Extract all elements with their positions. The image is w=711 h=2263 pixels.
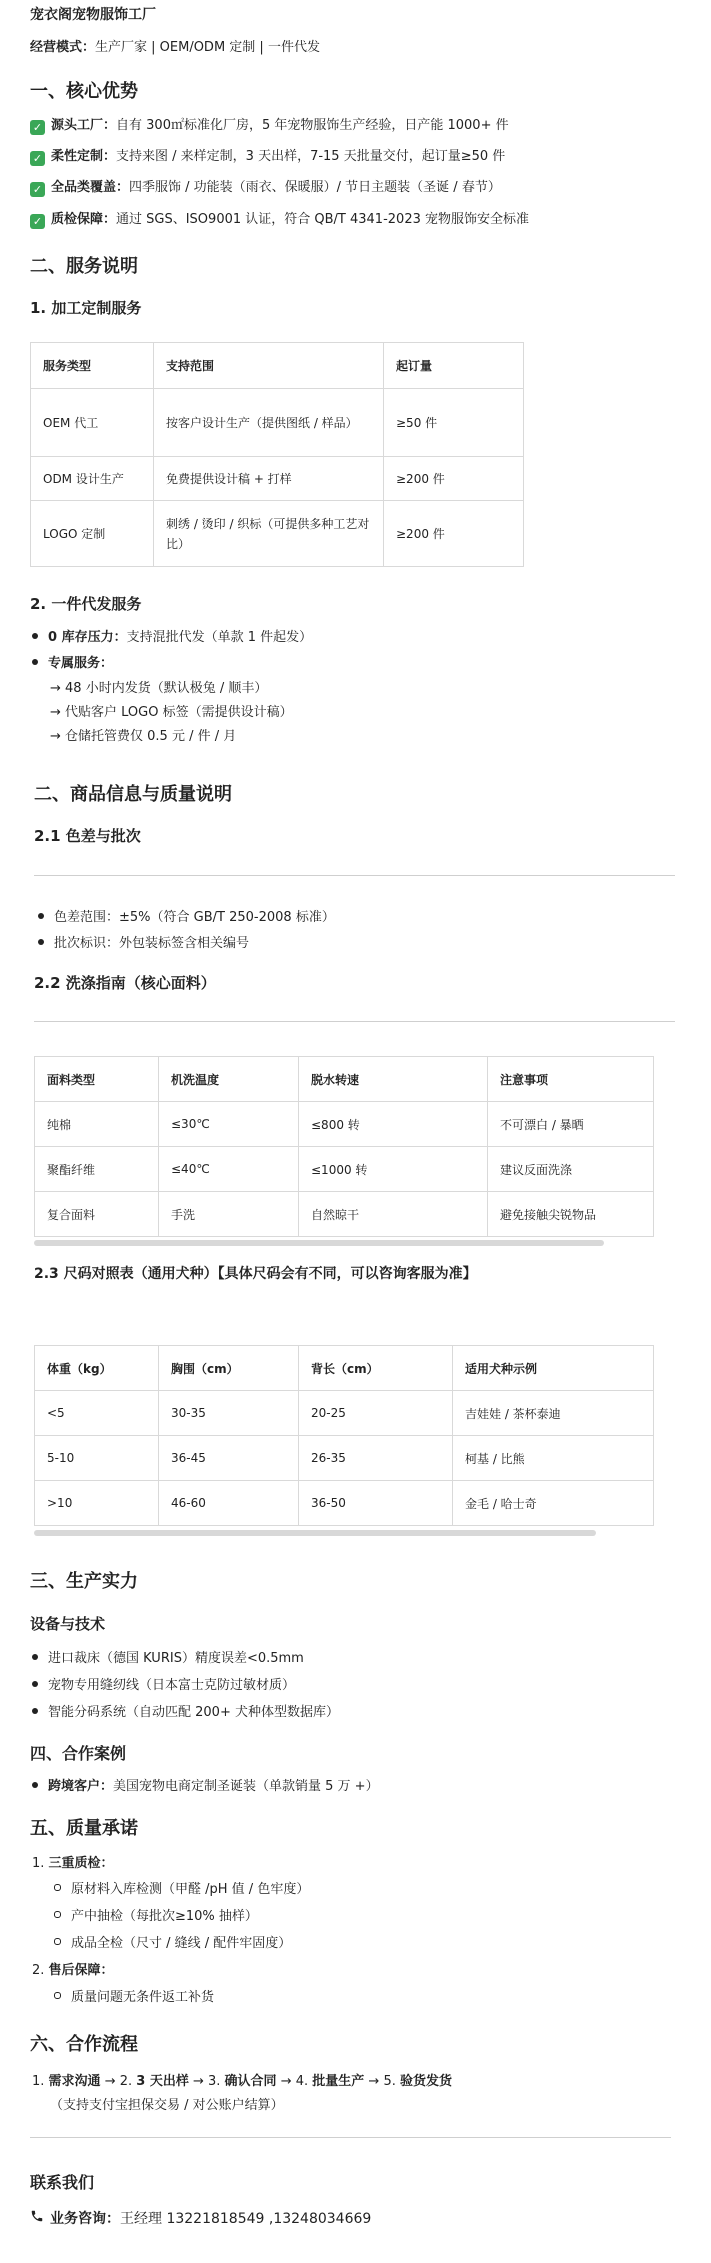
table-cell: 20-25 [299,1391,453,1436]
advantage-key: 柔性定制： [51,149,117,164]
list-subitem [54,1986,214,2005]
hollow-bullet [54,1938,61,1945]
table-row [35,1192,654,1237]
list-item [38,906,335,925]
equipment-title: 设备与技术 [30,1615,106,1633]
check-icon: ✓ [30,151,45,166]
section-production-title: 三、生产实力 [30,1571,138,1592]
size-table [34,1345,654,1526]
list-text: 智能分码系统（自动匹配 200+ 犬种体型数据库） [48,1705,339,1720]
list-text: 质量问题无条件返工补货 [71,1990,215,2005]
advantage-value: 支持来图 / 来样定制，3 天出样，7-15 天批量交付，起订量≥50 件 [116,149,506,164]
section-quality-promise-title: 五、质量承诺 [30,1818,138,1839]
list-subitem: → 代贴客户 LOGO 标签（需提供设计稿） [50,705,293,720]
process-arrow: → 5. [364,2074,400,2089]
advantage-item [30,176,501,197]
list-subitem [54,1932,291,1951]
process-step: 需求沟通 [48,2074,101,2089]
item-number: 1. [32,1856,45,1871]
table-cell: 复合面料 [35,1192,159,1237]
table-header: 适用犬种示例 [453,1346,654,1391]
table-header: 注意事项 [488,1057,654,1102]
item-number: 1. [32,2074,45,2089]
process-flow [32,2070,452,2089]
list-text: 原材料入库检测（甲醛 /pH 值 / 色牢度） [71,1882,310,1897]
table-cell: 30-35 [159,1391,299,1436]
list-text: 宠物专用缝纫线（日本富士克防过敏材质） [48,1678,296,1693]
advantage-item [30,208,529,229]
table-cell: ≤800 转 [299,1102,488,1147]
divider [34,1021,675,1022]
table-header: 机洗温度 [159,1057,299,1102]
hollow-bullet [54,1992,61,1999]
table-cell: <5 [35,1391,159,1436]
advantage-value: 自有 300㎡标准化厂房，5 年宠物服饰生产经验，日产能 1000+ 件 [116,118,509,133]
table-cell: ≤1000 转 [299,1147,488,1192]
item-label: 三重质检： [48,1856,114,1871]
list-subitem [54,1878,309,1897]
table-cell: 自然晾干 [299,1192,488,1237]
page-title: 宠衣阁宠物服饰工厂 [30,7,156,23]
process-step: 确认合同 [224,2074,277,2089]
custom-service-title: 1. 加工定制服务 [30,299,142,317]
table-header: 面料类型 [35,1057,159,1102]
table-row [31,457,524,501]
table-cell: 免费提供设计稿 + 打样 [154,457,384,501]
numbered-item [32,1959,114,1978]
item-label: 售后保障： [48,1963,114,1978]
bullet [38,939,44,945]
table-row [35,1102,654,1147]
section-cases-title: 四、合作案例 [30,1744,127,1763]
bullet [32,1782,38,1788]
list-item [32,1701,339,1720]
table-cell: 金毛 / 哈士奇 [453,1481,654,1526]
table-cell: 吉娃娃 / 茶杯泰迪 [453,1391,654,1436]
table-cell: 26-35 [299,1436,453,1481]
washing-guide-title: 2.2 洗涤指南（核心面料） [34,974,216,992]
table-row [35,1391,654,1436]
horizontal-scrollbar[interactable] [34,1530,596,1536]
table-header-row [35,1057,654,1102]
business-mode-label: 经营模式： [30,40,96,55]
bullet [32,659,38,665]
list-text: 产中抽检（每批次≥10% 抽样） [71,1909,258,1924]
divider [34,875,675,876]
advantage-value: 四季服饰 / 功能装（雨衣、保暖服）/ 节日主题装（圣诞 / 春节） [129,180,501,195]
check-icon: ✓ [30,182,45,197]
table-cell: 建议反面洗涤 [488,1147,654,1192]
advantage-value: 通过 SGS、ISO9001 认证，符合 QB/T 4341-2023 宠物服饰安全标准 [116,212,529,227]
table-cell: 避免接触尖锐物品 [488,1192,654,1237]
list-item [32,652,113,671]
process-note: （支持支付宝担保交易 / 对公账户结算） [50,2098,284,2113]
table-header: 胸围（cm） [159,1346,299,1391]
color-batch-title: 2.1 色差与批次 [34,827,141,845]
table-cell: 聚酯纤维 [35,1147,159,1192]
item-number: 2. [32,1963,45,1978]
process-step: 批量生产 [312,2074,365,2089]
size-chart-title: 2.3 尺码对照表（通用犬种）【具体尺码会有不同，可以咨询客服为准】 [34,1266,477,1282]
table-cell: >10 [35,1481,159,1526]
bullet [32,633,38,639]
table-row [31,389,524,457]
list-item [32,1775,379,1794]
table-row [35,1147,654,1192]
advantage-key: 全品类覆盖： [51,180,130,195]
table-row [35,1481,654,1526]
contact-phone[interactable]: 王经理 13221818549 ,13248034669 [120,2211,372,2227]
table-header: 脱水转速 [299,1057,488,1102]
horizontal-scrollbar[interactable] [34,1240,604,1246]
table-cell: ≤40℃ [159,1147,299,1192]
table-cell: 5-10 [35,1436,159,1481]
section-product-quality-title: 二、商品信息与质量说明 [34,784,232,805]
bullet [32,1681,38,1687]
advantage-key: 源头工厂： [51,118,117,133]
table-header-row [35,1346,654,1391]
table-header: 支持范围 [154,343,384,389]
bullet [38,913,44,919]
table-cell: 按客户设计生产（提供图纸 / 样品） [154,389,384,457]
section-service-title: 二、服务说明 [30,256,138,277]
business-mode-value: 生产厂家 | OEM/ODM 定制 | 一件代发 [95,40,320,55]
check-icon: ✓ [30,120,45,135]
table-cell: 刺绣 / 烫印 / 织标（可提供多种工艺对比） [154,501,384,567]
process-step: 验货发货 [399,2074,452,2089]
service-table [30,342,524,567]
process-arrow: → 3. [188,2074,225,2089]
list-text: 批次标识：外包装标签含相关编号 [54,936,250,951]
table-row [31,501,524,567]
table-cell: ODM 设计生产 [31,457,154,501]
list-value: 美国宠物电商定制圣诞装（单款销量 5 万 +） [113,1779,379,1794]
table-cell: OEM 代工 [31,389,154,457]
section-process-title: 六、合作流程 [30,2034,138,2055]
table-cell: 36-50 [299,1481,453,1526]
table-header: 服务类型 [31,343,154,389]
advantage-item [30,114,509,135]
table-cell: 36-45 [159,1436,299,1481]
table-row [35,1436,654,1481]
table-cell: 手洗 [159,1192,299,1237]
check-icon: ✓ [30,214,45,229]
contact-line [30,2208,371,2228]
business-mode [30,36,320,55]
table-header: 起订量 [384,343,524,389]
list-subitem [54,1905,258,1924]
bullet [32,1654,38,1660]
list-subitem: → 48 小时内发货（默认极兔 / 顺丰） [50,681,268,696]
list-item [32,1674,295,1693]
list-value: 支持混批代发（单款 1 件起发） [126,630,313,645]
table-header: 背长（cm） [299,1346,453,1391]
table-cell: 柯基 / 比熊 [453,1436,654,1481]
list-key: 专属服务： [48,656,114,671]
list-subitem: → 仓储托管费仅 0.5 元 / 件 / 月 [50,729,237,744]
contact-title: 联系我们 [30,2173,95,2192]
table-cell: ≤30℃ [159,1102,299,1147]
process-step: 3 天出样 [136,2074,189,2089]
table-cell: 纯棉 [35,1102,159,1147]
list-text: 进口裁床（德国 KURIS）精度误差<0.5mm [48,1651,304,1666]
hollow-bullet [54,1911,61,1918]
process-arrow: → 4. [276,2074,313,2089]
washing-table [34,1056,654,1237]
numbered-item [32,1852,114,1871]
table-cell: LOGO 定制 [31,501,154,567]
phone-icon [30,2209,44,2227]
list-key: 跨境客户： [48,1779,114,1794]
table-cell: ≥50 件 [384,389,524,457]
advantage-key: 质检保障： [51,212,117,227]
table-header-row [31,343,524,389]
list-item [32,1647,304,1666]
table-cell: 46-60 [159,1481,299,1526]
process-arrow: → 2. [100,2074,137,2089]
advantage-item [30,145,505,166]
table-header: 体重（kg） [35,1346,159,1391]
list-item [32,626,312,645]
section-core-advantages-title: 一、核心优势 [30,81,138,102]
table-cell: ≥200 件 [384,457,524,501]
list-text: 色差范围：±5%（符合 GB/T 250-2008 标准） [54,910,335,925]
table-cell: 不可漂白 / 暴晒 [488,1102,654,1147]
hollow-bullet [54,1884,61,1891]
dropship-service-title: 2. 一件代发服务 [30,595,142,613]
list-text: 成品全检（尺寸 / 缝线 / 配件牢固度） [71,1936,292,1951]
bullet [32,1708,38,1714]
divider [30,2137,671,2138]
list-key: 0 库存压力： [48,630,127,645]
contact-label: 业务咨询： [50,2211,120,2227]
list-item [38,932,249,951]
table-cell: ≥200 件 [384,501,524,567]
